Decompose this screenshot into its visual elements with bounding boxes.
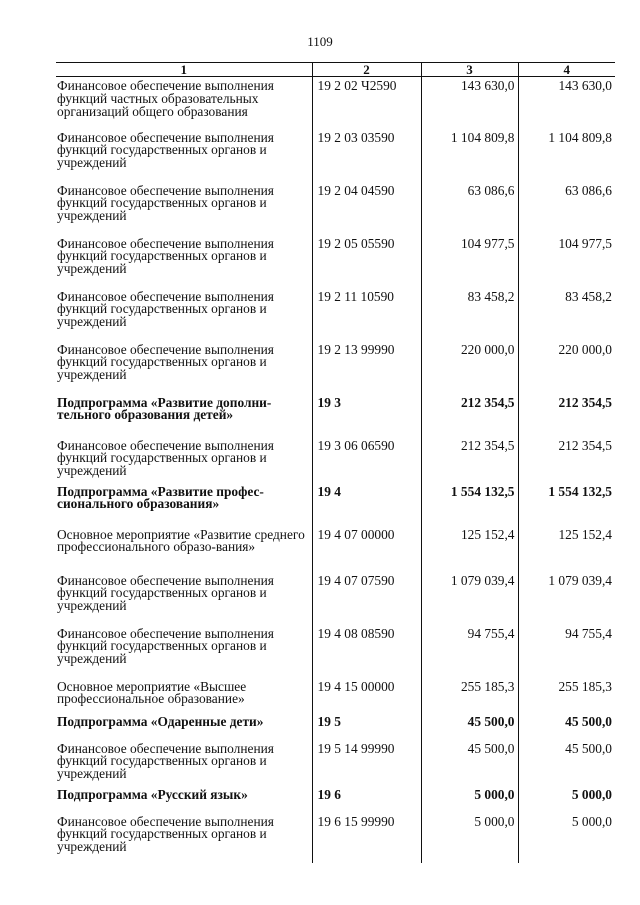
row-code-cell	[312, 437, 421, 483]
row-code-cell-text: 19 2 03 03590	[317, 129, 395, 145]
row-code-cell	[312, 786, 421, 813]
row-value-col4-cell-text: 94 755,4	[565, 625, 612, 641]
row-name-cell-text: Финансовое обеспечение выполнения функций государственных органов и учреждений	[57, 129, 274, 171]
row-name-cell-text: Основное мероприятие «Развитие среднего профессионального образо-вания»	[57, 526, 305, 555]
row-value-col3-cell	[421, 288, 518, 341]
row-value-col3-cell	[421, 813, 518, 863]
row-name-cell-text: Финансовое обеспечение выполнения функций государственных органов и учреждений	[57, 235, 274, 277]
row-value-col3-cell	[421, 483, 518, 526]
row-value-col4-cell-text: 1 104 809,8	[548, 129, 612, 145]
row-value-col4-cell-text: 104 977,5	[558, 235, 612, 251]
row-name-cell-text: Финансовое обеспечение выполнения функций государственных органов и учреждений	[57, 625, 274, 667]
row-name-cell-text: Финансовое обеспечение выполнения функций государственных органов и учреждений	[57, 182, 274, 224]
row-value-col3-cell-text: 1 554 132,5	[450, 483, 515, 499]
row-value-col4-cell	[518, 678, 615, 713]
row-value-col4-cell	[518, 572, 615, 625]
row-value-col4-cell-text: 5 000,0	[571, 813, 612, 829]
row-name-cell	[56, 678, 312, 713]
row-name-cell	[56, 786, 312, 813]
row-code-cell-text: 19 2 05 05590	[317, 235, 395, 251]
header-row	[56, 63, 615, 77]
row-name-cell	[56, 394, 312, 437]
row-value-col4-cell-text: 5 000,0	[571, 786, 612, 802]
column-header-4: 4	[518, 63, 615, 77]
page-number: 1109	[307, 34, 333, 49]
row-value-col3-cell-text: 255 185,3	[460, 678, 515, 694]
row-code-cell	[312, 713, 421, 740]
row-value-col4-cell-text: 255 185,3	[558, 678, 612, 694]
row-value-col4-cell-text: 143 630,0	[558, 78, 612, 93]
row-value-col3-cell-text: 1 079 039,4	[450, 572, 515, 588]
row-name-cell-text: Подпрограмма «Развитие профес-сионального образования»	[57, 483, 264, 512]
row-name-cell	[56, 625, 312, 678]
table-row	[56, 341, 615, 394]
row-code-cell	[312, 483, 421, 526]
row-code-cell-text: 19 5	[317, 713, 341, 729]
row-value-col3-cell	[421, 740, 518, 786]
row-value-col4-cell	[518, 740, 615, 786]
budget-table	[56, 62, 615, 863]
table-row	[56, 129, 615, 182]
row-value-col3-cell-text: 125 152,4	[460, 526, 515, 542]
row-name-cell-text: Финансовое обеспечение выполнения функций государственных органов и учреждений	[57, 341, 274, 383]
row-value-col3-cell	[421, 77, 518, 129]
row-value-col4-cell-text: 1 079 039,4	[548, 572, 612, 588]
row-value-col3-cell	[421, 341, 518, 394]
row-name-cell-text: Основное мероприятие «Высшее профессиональное образование»	[57, 678, 247, 707]
table-row	[56, 572, 615, 625]
row-value-col4-cell	[518, 235, 615, 288]
column-header-1: 1	[56, 63, 312, 77]
row-value-col4-cell	[518, 341, 615, 394]
row-code-cell	[312, 625, 421, 678]
row-value-col3-cell-text: 220 000,0	[460, 341, 515, 357]
row-code-cell	[312, 572, 421, 625]
row-code-cell-text: 19 4 07 00000	[317, 526, 395, 542]
row-code-cell-text: 19 4 08 08590	[317, 625, 395, 641]
row-code-cell	[312, 77, 421, 129]
row-name-cell-text: Финансовое обеспечение выполнения функций государственных органов и учреждений	[57, 740, 274, 782]
row-value-col3-cell	[421, 437, 518, 483]
row-name-cell	[56, 129, 312, 182]
row-value-col4-cell-text: 45 500,0	[565, 713, 612, 729]
row-code-cell-text: 19 2 13 99990	[317, 341, 395, 357]
row-value-col3-cell	[421, 678, 518, 713]
row-value-col4-cell	[518, 625, 615, 678]
row-name-cell	[56, 483, 312, 526]
row-value-col3-cell-text: 94 755,4	[467, 625, 515, 641]
row-code-cell-text: 19 5 14 99990	[317, 740, 395, 756]
row-name-cell-text: Финансовое обеспечение выполнения функций государственных органов и учреждений	[57, 572, 274, 614]
row-code-cell	[312, 129, 421, 182]
row-name-cell	[56, 288, 312, 341]
table-row	[56, 182, 615, 235]
row-value-col3-cell-text: 5 000,0	[474, 786, 515, 802]
row-name-cell	[56, 813, 312, 863]
table-row	[56, 483, 615, 526]
row-code-cell	[312, 678, 421, 713]
table-header	[56, 63, 615, 77]
row-value-col4-cell-text: 125 152,4	[558, 526, 612, 542]
row-name-cell-text: Финансовое обеспечение выполнения функций государственных органов и учреждений	[57, 437, 274, 479]
table-row	[56, 526, 615, 572]
row-value-col4-cell-text: 1 554 132,5	[548, 483, 612, 499]
row-value-col3-cell	[421, 625, 518, 678]
row-value-col4-cell-text: 220 000,0	[558, 341, 612, 357]
row-code-cell-text: 19 3 06 06590	[317, 437, 395, 453]
row-name-cell-text: Финансовое обеспечение выполнения функций государственных органов и учреждений	[57, 288, 274, 330]
row-value-col3-cell-text: 83 458,2	[467, 288, 515, 304]
row-name-cell-text: Финансовое обеспечение выполнения функций государственных органов и учреждений	[57, 813, 274, 855]
row-value-col4-cell-text: 212 354,5	[558, 437, 612, 453]
row-code-cell	[312, 526, 421, 572]
row-code-cell	[312, 182, 421, 235]
row-name-cell	[56, 713, 312, 740]
row-code-cell-text: 19 4 07 07590	[317, 572, 395, 588]
row-name-cell-text: Подпрограмма «Русский язык»	[57, 786, 248, 802]
row-code-cell	[312, 288, 421, 341]
row-value-col3-cell	[421, 235, 518, 288]
table-row	[56, 740, 615, 786]
row-value-col3-cell-text: 45 500,0	[467, 740, 515, 756]
row-name-cell	[56, 341, 312, 394]
row-name-cell	[56, 572, 312, 625]
table-row	[56, 713, 615, 740]
row-value-col3-cell-text: 45 500,0	[467, 713, 515, 729]
table-row	[56, 813, 615, 863]
row-name-cell	[56, 182, 312, 235]
row-code-cell	[312, 394, 421, 437]
row-value-col3-cell	[421, 394, 518, 437]
row-value-col4-cell	[518, 713, 615, 740]
row-value-col4-cell	[518, 77, 615, 129]
row-name-cell	[56, 77, 312, 129]
row-name-cell	[56, 526, 312, 572]
row-name-cell	[56, 235, 312, 288]
row-value-col4-cell	[518, 483, 615, 526]
row-code-cell-text: 19 4 15 00000	[317, 678, 395, 694]
row-value-col3-cell-text: 212 354,5	[460, 437, 515, 453]
table-row	[56, 394, 615, 437]
row-value-col4-cell	[518, 129, 615, 182]
row-value-col3-cell	[421, 182, 518, 235]
row-value-col3-cell-text: 1 104 809,8	[450, 129, 515, 145]
row-code-cell-text: 19 4	[317, 483, 341, 499]
row-value-col4-cell-text: 45 500,0	[565, 740, 612, 756]
row-code-cell-text: 19 3	[317, 394, 341, 410]
row-value-col3-cell-text: 104 977,5	[460, 235, 515, 251]
row-code-cell	[312, 813, 421, 863]
row-code-cell	[312, 341, 421, 394]
row-code-cell-text: 19 6 15 99990	[317, 813, 395, 829]
row-value-col3-cell	[421, 129, 518, 182]
row-name-cell-text: Подпрограмма «Одаренные дети»	[57, 713, 264, 729]
row-value-col3-cell-text: 63 086,6	[467, 182, 515, 198]
row-value-col4-cell-text: 83 458,2	[565, 288, 612, 304]
row-value-col4-cell	[518, 288, 615, 341]
row-value-col4-cell	[518, 394, 615, 437]
row-value-col3-cell-text: 212 354,5	[460, 394, 515, 410]
row-code-cell-text: 19 2 02 Ч2590	[317, 78, 397, 93]
row-value-col3-cell	[421, 572, 518, 625]
table-row	[56, 625, 615, 678]
table-row	[56, 235, 615, 288]
row-code-cell-text: 19 2 11 10590	[317, 288, 394, 304]
row-name-cell	[56, 437, 312, 483]
row-value-col3-cell	[421, 713, 518, 740]
row-value-col4-cell	[518, 813, 615, 863]
table-row	[56, 678, 615, 713]
table-row	[56, 786, 615, 813]
row-code-cell	[312, 235, 421, 288]
table-row	[56, 437, 615, 483]
row-code-cell-text: 19 2 04 04590	[317, 182, 395, 198]
row-value-col3-cell-text: 5 000,0	[474, 813, 515, 829]
table-body	[56, 77, 615, 863]
column-header-2: 2	[312, 63, 421, 77]
row-value-col3-cell	[421, 786, 518, 813]
row-value-col3-cell	[421, 526, 518, 572]
table-row	[56, 77, 615, 129]
row-code-cell	[312, 740, 421, 786]
row-value-col4-cell-text: 212 354,5	[558, 394, 612, 410]
row-value-col4-cell-text: 63 086,6	[565, 182, 612, 198]
row-name-cell-text: Подпрограмма «Развитие дополни-тельного образования детей»	[57, 394, 272, 423]
column-header-3: 3	[421, 63, 518, 77]
row-value-col3-cell-text: 143 630,0	[460, 78, 515, 93]
row-value-col4-cell	[518, 182, 615, 235]
row-value-col4-cell	[518, 437, 615, 483]
row-value-col4-cell	[518, 786, 615, 813]
row-code-cell-text: 19 6	[317, 786, 341, 802]
row-value-col4-cell	[518, 526, 615, 572]
row-name-cell-text: Финансовое обеспечение выполнения функций частных образовательных организаций общего образования	[57, 78, 274, 119]
table-row	[56, 288, 615, 341]
row-name-cell	[56, 740, 312, 786]
